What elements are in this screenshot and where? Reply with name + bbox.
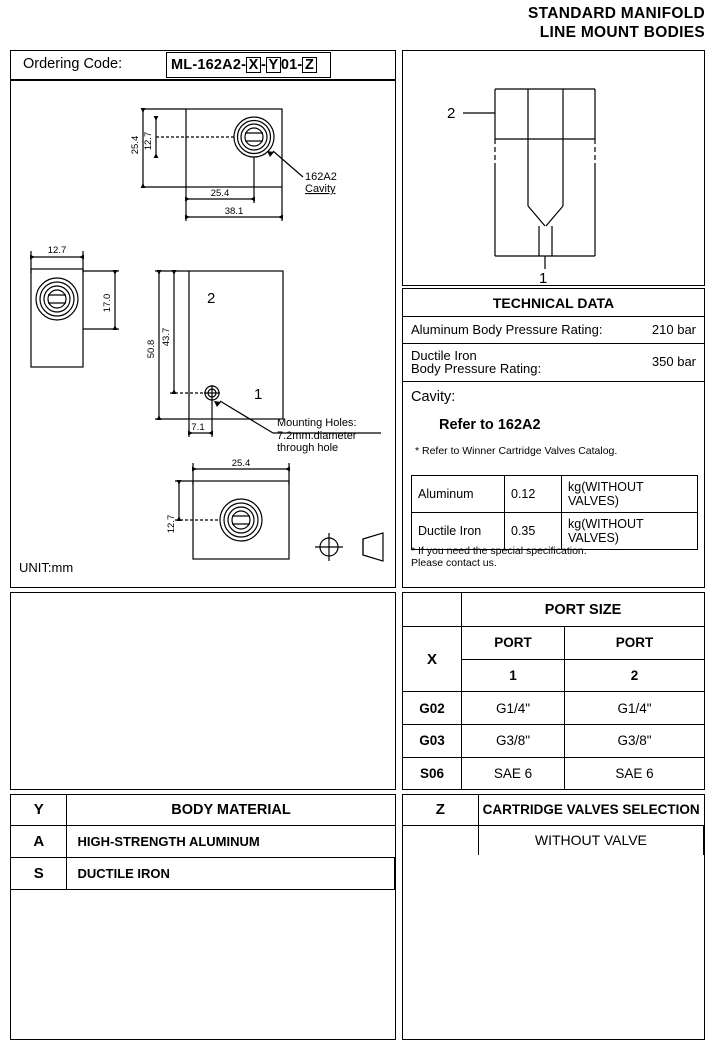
table-row [403,795,704,825]
aluminum-pressure-label: Aluminum Body Pressure Rating: [411,322,603,337]
port-label-2: 2 [207,290,216,307]
body-material-table [11,795,395,890]
cartridge-value: WITHOUT VALVE [478,825,703,855]
page-title [528,4,705,43]
cavity-reference: Refer to 162A2 [439,417,541,433]
ordering-code-value-box [166,52,331,78]
weight-unit-aluminum: kg(WITHOUT VALVES) [562,476,698,513]
ordering-code-x: X [246,57,261,73]
port-subheader-2: 2 [565,659,705,692]
weight-value-aluminum: 0.12 [505,476,562,513]
cartridge-valves-table [403,795,704,855]
table-row [403,725,704,758]
port-size-panel [402,592,705,790]
dim-25-4-b: 25.4 [210,188,230,199]
cavity-section-drawing [403,51,704,285]
port-header-1: PORT [462,627,565,660]
ordering-code-dash1: - [261,57,267,73]
port-row-g02-port1: G1/4" [462,692,565,725]
port-row-s06-port2: SAE 6 [565,757,705,789]
body-material-value-s: DUCTILE IRON [67,857,395,889]
dim-12-7-c: 12.7 [166,514,177,534]
unit-label: UNIT:mm [19,560,74,575]
port-size-corner-blank [403,593,462,627]
ordering-code-mid: 01- [280,57,303,73]
table-row [403,627,704,660]
cavity-callout-line2: Cavity [305,183,336,195]
weight-material-aluminum: Aluminum [412,476,505,513]
dim-7-1: 7.1 [191,422,205,433]
ductile-pressure-label-2: Body Pressure Rating: [411,361,542,376]
special-note-line1: * If you need the special specification. [411,545,587,557]
dim-25-4-a: 25.4 [130,135,141,155]
port-size-x-header: X [403,627,462,692]
cartridge-code-blank [403,825,478,855]
dimensional-drawing [11,81,395,587]
ordering-code-prefix: ML-162A2- [171,57,247,73]
table-row [11,795,395,825]
cavity-label-2: 2 [447,105,456,122]
dim-17-0: 17.0 [102,293,113,313]
special-note-line2: Please contact us. [411,557,497,569]
ordering-code-label: Ordering Code: [23,56,123,72]
cartridge-title: CARTRIDGE VALVES SELECTION [478,795,703,825]
table-row [11,857,395,889]
body-material-value-a: HIGH-STRENGTH ALUMINUM [67,825,395,857]
technical-data-panel [402,288,705,588]
body-material-code-a: A [11,825,67,857]
port-subheader-1: 1 [462,659,565,692]
cavity-callout-line1: 162A2 [305,171,337,183]
mounting-note-line1: Mounting Holes: [277,417,357,429]
dimensional-drawing-panel [10,80,396,588]
table-row [403,692,704,725]
dim-25-4-c: 25.4 [231,458,251,469]
ductile-pressure-value: 350 bar [651,354,696,369]
port-size-title: PORT SIZE [462,593,705,627]
technical-data-title: TECHNICAL DATA [492,295,615,311]
port-row-code-s06: S06 [403,757,462,789]
table-row [403,825,704,855]
port-row-g02-port2: G1/4" [565,692,705,725]
body-material-y-header: Y [11,795,67,825]
ordering-code-value [171,57,317,73]
weight-unit-ductile: kg(WITHOUT VALVES) [562,513,698,550]
port-row-s06-port1: SAE 6 [462,757,565,789]
ordering-code-panel [10,50,396,80]
cartridge-valves-panel [402,794,705,1040]
table-row [403,757,704,789]
table-row [403,593,704,627]
mounting-note-line2: 7.2mm.diameter [277,430,357,442]
dim-50-8: 50.8 [146,339,157,359]
mounting-note-line3: through hole [277,442,339,454]
cavity-section-panel [402,50,705,286]
port-label-1: 1 [254,386,263,403]
catalog-note: * Refer to Winner Cartridge Valves Catalog. [415,445,618,457]
dim-12-7-a: 12.7 [143,131,154,151]
weight-material-ductile: Ductile Iron [412,513,505,550]
cartridge-z-header: Z [403,795,478,825]
dim-38-1: 38.1 [224,206,244,217]
cavity-label: Cavity: [411,389,456,405]
table-row [11,825,395,857]
weight-table [411,475,698,550]
body-material-title: BODY MATERIAL [67,795,395,825]
body-material-panel [10,794,396,1040]
body-material-code-s: S [11,857,67,889]
table-row [412,476,698,513]
ordering-code-y: Y [266,57,281,73]
port-row-g03-port2: G3/8" [565,725,705,758]
page-title-line1: STANDARD MANIFOLD [527,5,705,22]
port-row-code-g03: G03 [403,725,462,758]
dim-12-7-b: 12.7 [47,245,67,256]
ductile-pressure-label-1: Ductile Iron [411,348,477,363]
port-header-2: PORT [565,627,705,660]
ordering-code-z: Z [302,57,316,73]
port-row-code-g02: G02 [403,692,462,725]
port-row-g03-port1: G3/8" [462,725,565,758]
page-title-line2: LINE MOUNT BODIES [539,24,705,42]
weight-value-ductile: 0.35 [505,513,562,550]
aluminum-pressure-value: 210 bar [651,322,696,337]
blank-panel [10,592,396,790]
dim-43-7: 43.7 [161,327,172,347]
port-size-table [403,593,704,789]
cavity-label-1: 1 [539,270,548,285]
table-row [412,513,698,550]
